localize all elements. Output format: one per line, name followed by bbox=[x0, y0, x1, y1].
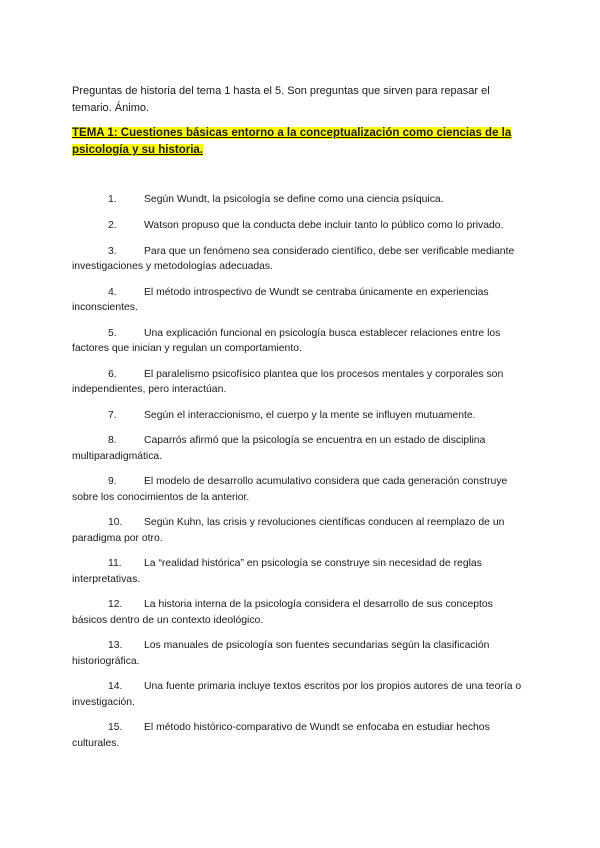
question-text: Según el interaccionismo, el cuerpo y la mente se influyen mutuamente. bbox=[144, 409, 476, 421]
question-number: 12. bbox=[108, 599, 123, 611]
question-number: 10. bbox=[108, 517, 123, 529]
question-number: 11. bbox=[108, 558, 122, 570]
question-text: La “realidad histórica” en psicología se construye sin necesidad de reglas interpretativas. bbox=[72, 558, 482, 585]
question-number: 4. bbox=[108, 286, 117, 298]
question-item bbox=[72, 720, 528, 750]
question-text: El método introspectivo de Wundt se centraba únicamente en experiencias inconscientes. bbox=[72, 286, 489, 313]
question-item bbox=[72, 474, 528, 504]
question-list bbox=[72, 192, 528, 751]
section-heading-text: TEMA 1: Cuestiones básicas entorno a la conceptualización como ciencias de la psicología y su historia. bbox=[72, 127, 512, 156]
question-item bbox=[72, 556, 528, 586]
question-item bbox=[72, 367, 528, 397]
question-number: 7. bbox=[108, 409, 117, 421]
question-text: Watson propuso que la conducta debe incluir tanto lo público como lo privado. bbox=[144, 219, 504, 231]
intro-text: Preguntas de historia del tema 1 hasta el 5. Son preguntas que sirven para repasar el temario. Ánimo. bbox=[72, 85, 490, 114]
question-number: 5. bbox=[108, 327, 117, 339]
question-number: 2. bbox=[108, 219, 117, 231]
question-text: Según Kuhn, las crisis y revoluciones científicas conducen al reemplazo de un paradigma por otro. bbox=[72, 517, 505, 544]
question-number: 1. bbox=[108, 194, 117, 205]
question-text: El modelo de desarrollo acumulativo considera que cada generación construye sobre los conocimientos de la anterior. bbox=[72, 476, 508, 503]
question-item bbox=[72, 515, 528, 545]
section-heading bbox=[72, 125, 532, 159]
question-number: 15. bbox=[108, 722, 123, 734]
question-item bbox=[72, 285, 528, 315]
question-item bbox=[72, 638, 528, 668]
question-number: 13. bbox=[108, 640, 123, 652]
question-item bbox=[72, 192, 528, 207]
question-item bbox=[72, 679, 528, 709]
question-item bbox=[72, 433, 528, 463]
question-text: La historia interna de la psicología considera el desarrollo de sus conceptos básicos dentro de un contexto ideológico. bbox=[72, 599, 493, 626]
question-number: 3. bbox=[108, 245, 117, 257]
question-text: Los manuales de psicología son fuentes secundarias según la clasificación historiográfica. bbox=[72, 640, 490, 667]
question-item bbox=[72, 408, 528, 423]
question-text: Caparrós afirmó que la psicología se encuentra en un estado de disciplina multiparadigmática. bbox=[72, 435, 486, 462]
question-text: El método histórico-comparativo de Wundt se enfocaba en estudiar hechos culturales. bbox=[72, 722, 490, 749]
question-text: Según Wundt, la psicología se define como una ciencia psíquica. bbox=[144, 194, 444, 205]
question-text: El paralelismo psicofísico plantea que los procesos mentales y corporales son independientes, pero interactúan. bbox=[72, 368, 504, 395]
question-item bbox=[72, 597, 528, 627]
question-number: 9. bbox=[108, 476, 117, 488]
question-item bbox=[72, 244, 528, 274]
question-number: 8. bbox=[108, 435, 117, 447]
question-text: Una fuente primaria incluye textos escritos por los propios autores de una teoría o investigación. bbox=[72, 681, 522, 708]
question-item bbox=[72, 326, 528, 356]
question-text: Para que un fenómeno sea considerado científico, debe ser verificable mediante investigaciones y metodologías adecuadas. bbox=[72, 245, 515, 272]
question-number: 6. bbox=[108, 368, 117, 380]
question-number: 14. bbox=[108, 681, 123, 693]
question-item bbox=[72, 218, 528, 233]
question-text: Una explicación funcional en psicología busca establecer relaciones entre los factores que inician y regulan un comportamiento. bbox=[72, 327, 501, 354]
